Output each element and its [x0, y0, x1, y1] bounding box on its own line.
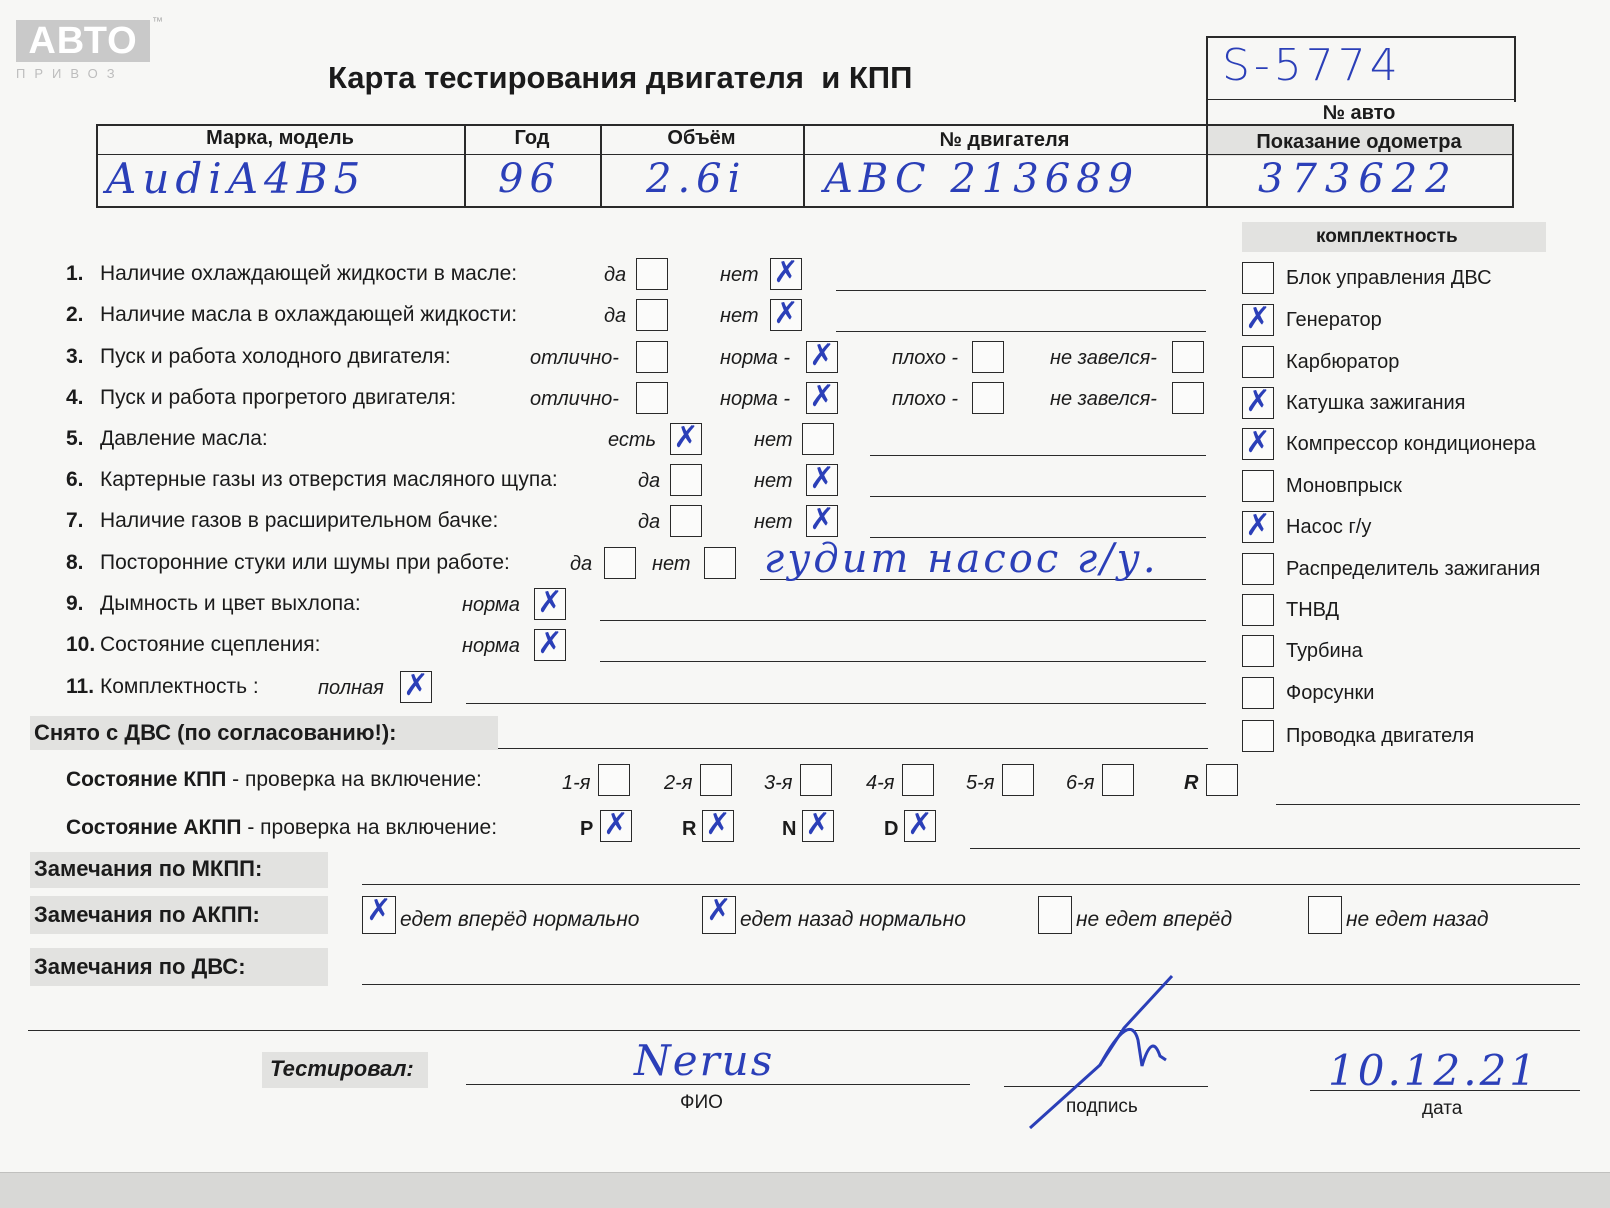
remarks-akpp-label: Замечания по АКПП: — [34, 902, 260, 927]
date-value[interactable]: 10.12.21 — [1328, 1046, 1540, 1095]
option-checkbox[interactable] — [806, 461, 838, 496]
date-caption: дата — [1422, 1098, 1463, 1119]
akpp-gear-label: P — [580, 818, 594, 840]
kpp-gear-checkbox[interactable] — [1206, 764, 1238, 796]
kpp-gear-checkbox[interactable] — [1102, 764, 1134, 796]
option-label: норма — [462, 635, 520, 657]
kpp-gear-checkbox[interactable] — [700, 764, 732, 796]
akpp-gear-label: N — [782, 818, 797, 840]
check-mark: ✗ — [773, 255, 799, 290]
akpp-gear-label: R — [682, 818, 697, 840]
option-label: да — [604, 264, 627, 286]
check-number: 5. — [66, 427, 84, 450]
check-number: 3. — [66, 345, 84, 368]
completeness-checkbox[interactable] — [1242, 425, 1274, 460]
akpp-remark-checkbox[interactable] — [362, 893, 396, 934]
check-mark: ✗ — [1245, 301, 1271, 336]
model-value[interactable]: AudiA4B5 — [106, 154, 367, 203]
akpp-gear-checkbox[interactable] — [802, 807, 834, 842]
option-label: нет — [754, 511, 793, 533]
name-caption: ФИО — [680, 1092, 723, 1113]
check-mark: ✗ — [403, 668, 429, 703]
completeness-item-label: Турбина — [1286, 640, 1363, 662]
option-label: нет — [754, 470, 793, 492]
check-mark: ✗ — [907, 807, 933, 842]
akpp-gear-checkbox[interactable] — [600, 807, 632, 842]
check-mark: ✗ — [805, 807, 831, 842]
akpp-gear-checkbox[interactable] — [904, 807, 936, 842]
check-mark: ✗ — [809, 502, 835, 537]
engine-label: № двигателя — [939, 129, 1070, 151]
check-text: Наличие газов в расширительном бачке: — [100, 509, 499, 532]
option-label: нет — [754, 429, 793, 451]
check-text: Наличие охлаждающей жидкости в масле: — [100, 262, 518, 285]
option-checkbox[interactable] — [806, 379, 838, 414]
akpp-remark-checkbox[interactable] — [1038, 896, 1072, 934]
kpp-label-bold: Состояние КПП — [66, 768, 227, 791]
check-mark: ✗ — [706, 893, 732, 928]
option-checkbox[interactable] — [670, 464, 702, 496]
akpp-gear-checkbox[interactable] — [702, 807, 734, 842]
engine-value[interactable]: ABC 213689 — [824, 156, 1140, 202]
option-label: плохо - — [892, 388, 959, 410]
kpp-gear-label: 6-я — [1066, 772, 1095, 794]
option-label: есть — [608, 429, 657, 451]
option-label: отлично- — [530, 347, 619, 369]
completeness-item-label: ТНВД — [1286, 599, 1340, 621]
akpp-remark-checkbox[interactable] — [1308, 896, 1342, 934]
check-text: Наличие масла в охлаждающей жидкости: — [100, 303, 518, 326]
completeness-item-label: Генератор — [1286, 309, 1382, 331]
option-label: отлично- — [530, 388, 619, 410]
check-number: 11. — [66, 675, 95, 698]
option-checkbox[interactable] — [636, 382, 668, 414]
akpp-label-bold: Состояние АКПП — [66, 816, 242, 839]
option-label: не завелся- — [1050, 347, 1157, 369]
check-text: Давление масла: — [100, 427, 268, 450]
akpp-remark-label: не едет вперёд — [1076, 908, 1233, 931]
completeness-checkbox[interactable] — [1242, 346, 1274, 378]
option-checkbox[interactable] — [400, 668, 432, 703]
signature-caption: подпись — [1066, 1096, 1138, 1117]
check-mark: ✗ — [809, 379, 835, 414]
check-text: Посторонние стуки или шумы при работе: — [100, 551, 510, 574]
option-checkbox[interactable] — [636, 341, 668, 373]
option-checkbox[interactable] — [534, 585, 566, 620]
check-number: 7. — [66, 509, 84, 532]
check-mark: ✗ — [809, 338, 835, 373]
option-checkbox[interactable] — [670, 420, 702, 455]
noise-note[interactable]: гудит насос г/у. — [764, 536, 1159, 582]
completeness-checkbox[interactable] — [1242, 635, 1274, 667]
completeness-item-label: Блок управления ДВС — [1286, 267, 1492, 289]
kpp-gear-checkbox[interactable] — [598, 764, 630, 796]
option-label: норма - — [720, 388, 791, 410]
kpp-label — [66, 768, 482, 792]
page-title: Карта тестирования двигателя и КПП — [328, 60, 913, 95]
kpp-gear-label: 1-я — [562, 772, 591, 794]
check-number: 1. — [66, 262, 84, 285]
akpp-label — [66, 816, 497, 840]
tested-by-label: Тестировал: — [270, 1056, 414, 1081]
completeness-checkbox[interactable] — [1242, 677, 1274, 709]
kpp-gear-checkbox[interactable] — [1002, 764, 1034, 796]
option-label: нет — [720, 305, 759, 327]
option-checkbox[interactable] — [806, 338, 838, 373]
option-checkbox[interactable] — [972, 341, 1004, 373]
option-checkbox[interactable] — [670, 505, 702, 537]
answer-line — [466, 703, 1206, 704]
completeness-item-label: Катушка зажигания — [1286, 392, 1466, 414]
check-number: 4. — [66, 386, 84, 409]
check-text: Дымность и цвет выхлопа: — [100, 592, 361, 615]
completeness-item-label: Карбюратор — [1286, 351, 1400, 373]
logo-sub: ПРИВОЗ — [16, 66, 124, 81]
logo-tm: ™ — [152, 16, 163, 28]
remarks-mkpp-label: Замечания по МКПП: — [34, 856, 263, 881]
option-checkbox[interactable] — [704, 547, 736, 579]
completeness-item-label: Компрессор кондиционера — [1286, 433, 1536, 455]
option-label: да — [604, 305, 627, 327]
logo-brand: АВТО — [16, 20, 150, 62]
completeness-checkbox[interactable] — [1242, 384, 1274, 419]
kpp-gear-label: R — [1184, 772, 1199, 794]
answer-line — [870, 455, 1206, 456]
completeness-item-label: Форсунки — [1286, 682, 1375, 704]
option-checkbox[interactable] — [972, 382, 1004, 414]
volume-label: Объём — [667, 127, 736, 149]
check-mark: ✗ — [673, 420, 699, 455]
check-number: 8. — [66, 551, 84, 574]
kpp-gear-label: 4-я — [866, 772, 895, 794]
check-number: 10. — [66, 633, 96, 656]
option-label: да — [638, 470, 661, 492]
answer-line — [600, 620, 1206, 621]
option-label: полная — [318, 677, 384, 699]
check-mark: ✗ — [537, 585, 563, 620]
option-label: норма — [462, 594, 520, 616]
year-value[interactable]: 96 — [498, 156, 561, 202]
completeness-checkbox[interactable] — [1242, 262, 1274, 294]
option-checkbox[interactable] — [802, 423, 834, 455]
kpp-gear-checkbox[interactable] — [800, 764, 832, 796]
kpp-gear-label: 3-я — [764, 772, 793, 794]
completeness-item-label: Проводка двигателя — [1286, 725, 1475, 747]
option-checkbox[interactable] — [806, 502, 838, 537]
check-text: Картерные газы из отверстия масляного щупа: — [100, 468, 558, 491]
completeness-item-label: Распределитель зажигания — [1286, 558, 1541, 580]
odometer-label: Показание одометра — [1256, 131, 1462, 153]
answer-line — [836, 331, 1206, 332]
akpp-remark-label: не едет назад — [1346, 908, 1489, 931]
check-mark: ✗ — [809, 461, 835, 496]
akpp-remark-label: едет назад нормально — [740, 908, 966, 931]
completeness-checkbox[interactable] — [1242, 508, 1274, 543]
check-number: 9. — [66, 592, 84, 615]
check-number: 2. — [66, 303, 84, 326]
option-label: плохо - — [892, 347, 959, 369]
option-checkbox[interactable] — [1172, 341, 1204, 373]
option-label: да — [638, 511, 661, 533]
logo — [14, 16, 164, 84]
completeness-checkbox[interactable] — [1242, 594, 1274, 626]
kpp-gear-checkbox[interactable] — [902, 764, 934, 796]
option-checkbox[interactable] — [636, 258, 668, 290]
check-mark: ✗ — [366, 893, 392, 928]
page-bottom-edge — [0, 1172, 1610, 1208]
car-number-value[interactable]: S-5774 — [1222, 40, 1402, 91]
check-mark: ✗ — [603, 807, 629, 842]
year-label: Год — [514, 127, 550, 149]
akpp-remark-checkbox[interactable] — [702, 893, 736, 934]
model-label: Марка, модель — [206, 127, 354, 149]
answer-line — [836, 290, 1206, 291]
completeness-title: комплектность — [1316, 226, 1458, 247]
option-checkbox[interactable] — [770, 255, 802, 290]
akpp-remark-label: едет вперёд нормально — [400, 908, 640, 931]
option-label: норма - — [720, 347, 791, 369]
check-number: 6. — [66, 468, 84, 491]
option-checkbox[interactable] — [1172, 382, 1204, 414]
completeness-checkbox[interactable] — [1242, 720, 1274, 752]
option-checkbox[interactable] — [770, 296, 802, 331]
check-mark: ✗ — [773, 296, 799, 331]
option-label: не завелся- — [1050, 388, 1157, 410]
check-mark: ✗ — [1245, 425, 1271, 460]
remarks-dvs-label: Замечания по ДВС: — [34, 954, 246, 979]
check-mark: ✗ — [1245, 384, 1271, 419]
akpp-gear-label: D — [884, 818, 899, 840]
kpp-label-rest: - проверка на включение: — [226, 768, 482, 791]
option-label: да — [570, 553, 593, 575]
answer-line — [870, 496, 1206, 497]
car-number-label: № авто — [1322, 102, 1396, 124]
option-checkbox[interactable] — [636, 299, 668, 331]
answer-line — [600, 661, 1206, 662]
tester-name-value[interactable]: Nerus — [634, 1036, 775, 1085]
option-label: нет — [652, 553, 691, 575]
check-text: Состояние сцепления: — [100, 633, 321, 656]
akpp-label-rest: - проверка на включение: — [241, 816, 498, 839]
option-checkbox[interactable] — [534, 626, 566, 661]
option-label: нет — [720, 264, 759, 286]
removed-label: Снято с ДВС (по согласованию!): — [34, 720, 397, 745]
check-mark: ✗ — [705, 807, 731, 842]
completeness-item-label: Насос г/у — [1286, 516, 1372, 538]
check-mark: ✗ — [537, 626, 563, 661]
check-text: Пуск и работа прогретого двигателя: — [100, 386, 457, 409]
completeness-item-label: Моновпрыск — [1286, 475, 1402, 497]
option-checkbox[interactable] — [604, 547, 636, 579]
check-text: Комплектность : — [100, 675, 259, 698]
volume-value[interactable]: 2.6i — [646, 156, 747, 202]
kpp-gear-label: 5-я — [966, 772, 995, 794]
odometer-value[interactable]: 373622 — [1258, 156, 1459, 202]
completeness-checkbox[interactable] — [1242, 301, 1274, 336]
completeness-checkbox[interactable] — [1242, 470, 1274, 502]
check-mark: ✗ — [1245, 508, 1271, 543]
completeness-checkbox[interactable] — [1242, 553, 1274, 585]
kpp-gear-label: 2-я — [664, 772, 693, 794]
check-text: Пуск и работа холодного двигателя: — [100, 345, 451, 368]
